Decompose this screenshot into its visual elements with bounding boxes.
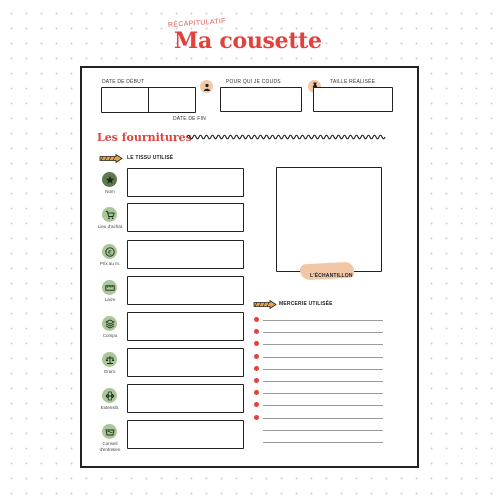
for-whom-field[interactable] <box>220 87 302 112</box>
end-date-field[interactable] <box>148 87 196 113</box>
notions-line[interactable] <box>263 332 383 333</box>
fabric-row-label: Compo <box>102 333 118 338</box>
fabric-row-field[interactable] <box>127 384 244 413</box>
bullet-dot <box>254 366 259 371</box>
start-date-field[interactable] <box>101 87 149 113</box>
page-title: Ma cousette <box>174 28 322 54</box>
bullet-dot <box>254 378 259 383</box>
bullet-dot <box>254 354 259 359</box>
fabric-row-label: Conseil d'entretien <box>99 441 121 452</box>
sample-box[interactable] <box>276 167 382 272</box>
fabric-row-field[interactable] <box>127 203 244 232</box>
fabric-heading: LE TISSU UTILISÉ <box>127 155 174 161</box>
bullet-dot <box>254 317 259 322</box>
notions-line[interactable] <box>263 369 383 370</box>
fabric-row-label: Laize <box>104 297 116 302</box>
fabric-row-field[interactable] <box>127 348 244 377</box>
fabric-row-label: Extensib. <box>100 405 120 410</box>
fabric-row-label: Prix au m. <box>99 261 121 266</box>
fabric-row-label: Lieu d'achat <box>97 224 123 229</box>
fabric-icon <box>102 316 117 331</box>
notions-line[interactable] <box>263 393 383 394</box>
svg-text:€: € <box>107 247 112 256</box>
fabric-row-field[interactable] <box>127 312 244 341</box>
fabric-row-field[interactable] <box>127 168 244 197</box>
end-date-label: DATE DE FIN <box>173 116 206 122</box>
fabric-row-field[interactable] <box>127 240 244 269</box>
supplies-title: Les fournitures <box>97 131 192 144</box>
scale-icon <box>102 352 117 367</box>
arrow-icon <box>99 154 123 163</box>
notions-heading: MERCERIE UTILISÉE <box>279 301 333 307</box>
care-icon <box>102 424 117 439</box>
notions-line[interactable] <box>263 357 383 358</box>
fabric-row-field[interactable] <box>127 276 244 305</box>
fabric-row-label: Nom <box>105 189 115 194</box>
sample-label: L'ÉCHANTILLON <box>310 273 353 279</box>
stretch-icon <box>102 388 117 403</box>
notions-line[interactable] <box>263 344 383 345</box>
arrow-icon <box>253 300 277 309</box>
notions-line[interactable] <box>263 405 383 406</box>
euro-icon <box>102 244 117 259</box>
wavy-divider <box>187 133 387 141</box>
notions-line[interactable] <box>263 381 383 382</box>
star-icon <box>102 172 117 187</box>
cart-icon <box>102 207 117 222</box>
notions-line[interactable] <box>263 320 383 321</box>
size-field[interactable] <box>313 87 393 112</box>
notions-line[interactable] <box>263 430 383 431</box>
person-icon <box>200 80 213 93</box>
ruler-icon <box>102 280 117 295</box>
fabric-row-label: Gram. <box>103 369 117 374</box>
notions-line[interactable] <box>263 442 383 443</box>
notions-line[interactable] <box>263 418 383 419</box>
recap-subtitle: RÉCAPITULATIF <box>167 17 227 30</box>
start-date-label: DATE DE DÉBUT <box>102 79 145 85</box>
size-label: TAILLE RÉALISÉE <box>330 79 376 85</box>
fabric-row-field[interactable] <box>127 420 244 449</box>
bullet-dot <box>254 415 259 420</box>
for-whom-label: POUR QUI JE COUDS <box>226 79 281 85</box>
